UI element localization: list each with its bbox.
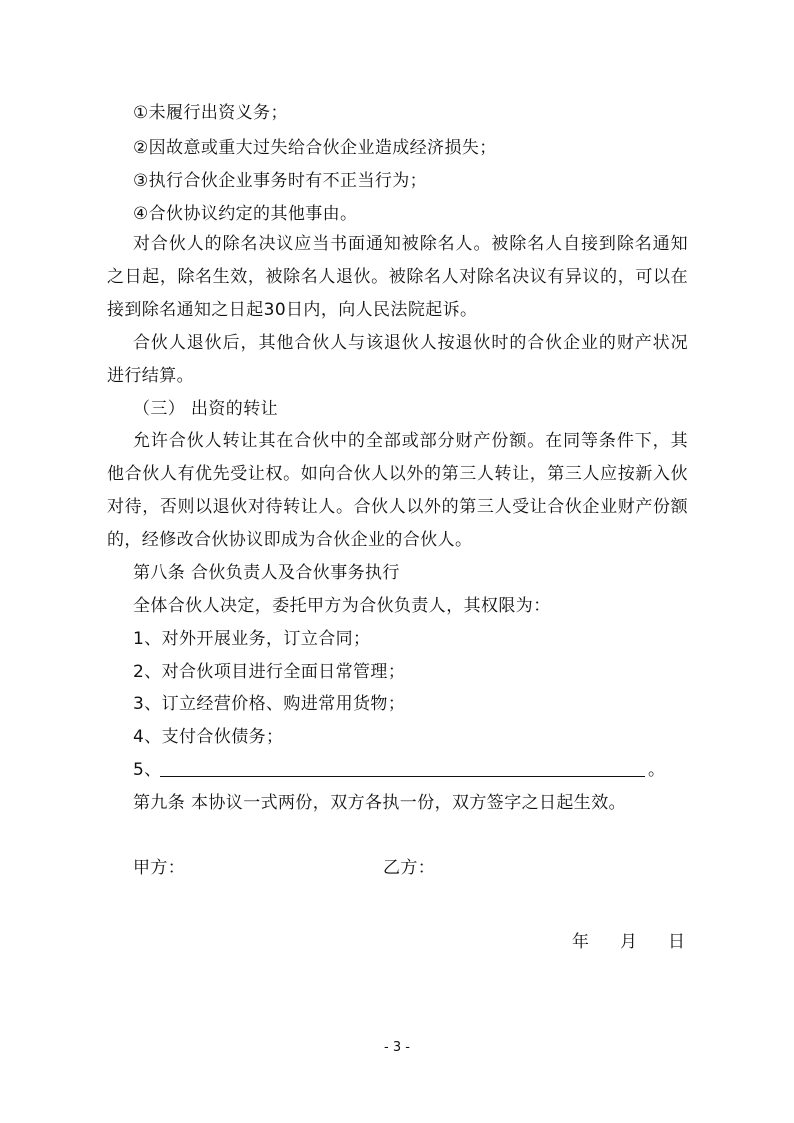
removal-ground-2: ②因故意或重大过失给合伙企业造成经济损失； [133, 138, 497, 158]
power-item-5-prefix: 5、 [133, 760, 162, 780]
article-intro: 全体合伙人决定，委托甲方为合伙负责人，其权限为： [133, 596, 551, 616]
removal-ground-4: ④合伙协议约定的其他事由。 [133, 204, 358, 224]
date-month-label: 月 [620, 932, 638, 952]
removal-ground-3: ③执行合伙企业事务时有不正当行为； [133, 171, 428, 191]
fill-in-blank-line [160, 776, 645, 777]
article-heading: 第八条 合伙负责人及合伙事务执行 [133, 563, 400, 583]
removal-notice-line-2: 之日起，除名生效，被除名人退伙。被除名人对除名决议有异议的，可以在 [107, 267, 688, 287]
power-item-2: 2、对合伙项目进行全面日常管理； [133, 662, 406, 682]
removal-ground-1: ①未履行出资义务； [133, 103, 288, 123]
date-day-label: 日 [668, 932, 686, 952]
power-item-4: 4、支付合伙债务； [133, 727, 284, 747]
article-nine: 第九条 本协议一式两份，双方各执一份，双方签字之日起生效。 [133, 793, 627, 813]
party-b-signature-label: 乙方： [383, 858, 436, 878]
power-item-3: 3、订立经营价格、购进常用货物； [133, 694, 406, 714]
transfer-line-3: 对待，否则以退伙对待转让人。合伙人以外的第三人受让合伙企业财产份额 [107, 497, 688, 517]
settlement-line-1: 合伙人退伙后，其他合伙人与该退伙人按退伙时的合伙企业的财产状况 [133, 333, 688, 353]
transfer-line-1: 允许合伙人转让其在合伙中的全部或部分财产份额。在同等条件下，其 [133, 431, 688, 451]
power-item-5-end: 。 [648, 760, 666, 780]
transfer-line-2: 他合伙人有优先受让权。如向合伙人以外的第三人转让，第三人应按新入伙 [107, 464, 688, 484]
page-number: - 3 - [384, 1040, 410, 1055]
removal-notice-line-1: 对合伙人的除名决议应当书面通知被除名人。被除名人自接到除名通知 [133, 234, 688, 254]
power-item-1: 1、对外开展业务，订立合同； [133, 629, 371, 649]
party-a-signature-label: 甲方： [133, 858, 186, 878]
settlement-line-2: 进行结算。 [107, 366, 194, 386]
section-heading: （三） 出资的转让 [133, 399, 279, 419]
date-year-label: 年 [572, 932, 590, 952]
removal-notice-line-3: 接到除名通知之日起30日内，向人民法院起诉。 [107, 300, 478, 320]
transfer-line-4: 的，经修改合伙协议即成为合伙企业的合伙人。 [107, 530, 473, 550]
